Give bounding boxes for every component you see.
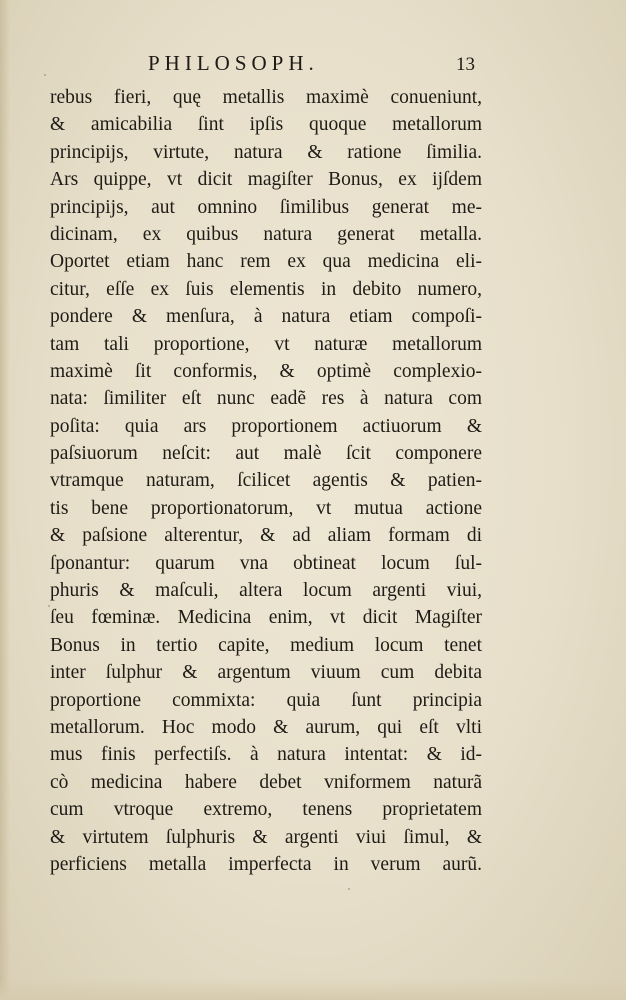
text-line: cum vtroque extremo, tenens proprietatem	[50, 799, 482, 821]
text-line: principijs, aut omnino ſimilibus generat me-	[50, 196, 482, 218]
text-line: vtramque naturam, ſcilicet agentis & patien-	[50, 470, 482, 492]
text-line: paſsiuorum neſcit: aut malè ſcit componere	[50, 443, 482, 465]
text-line: nata: ſimiliter eſt nunc eadẽ res à natura com	[50, 388, 482, 410]
text-line: dicinam, ex quibus natura generat metalla.	[50, 223, 482, 245]
text-line: inter ſulphur & argentum viuum cum debita	[50, 662, 482, 684]
text-line: poſita: quia ars proportionem actiuorum &	[50, 415, 482, 437]
text-line: ſeu fœminæ. Medicina enim, vt dicit Magiſter	[50, 607, 482, 629]
text-line: Bonus in tertio capite, medium locum tenet	[50, 634, 482, 656]
text-line: ſponantur: quarum vna obtineat locum ſul-	[50, 552, 482, 574]
page-bottom-shadow	[0, 978, 626, 1000]
text-line: proportione commixta: quia ſunt principia	[50, 689, 482, 711]
paper-speck	[48, 605, 50, 607]
text-line: perficiens metalla imperfecta in verum aurũ.	[50, 853, 482, 875]
text-line: metallorum. Hoc modo & aurum, qui eſt vlti	[50, 716, 482, 738]
text-line: principijs, virtute, natura & ratione ſimilia.	[50, 141, 482, 163]
text-line: citur, eſſe ex ſuis elementis in debito numero,	[50, 278, 482, 300]
text-line: Oportet etiam hanc rem ex qua medicina eli-	[50, 251, 482, 273]
paper-speck	[348, 888, 350, 890]
text-line: tam tali proportione, vt naturæ metallorum	[50, 333, 482, 355]
text-line: & paſsione alterentur, & ad aliam formam di	[50, 525, 482, 547]
paper-speck	[44, 74, 46, 76]
text-line: & amicabilia ſint ipſis quoque metallorum	[50, 114, 482, 136]
text-line: & virtutem ſulphuris & argenti viui ſimul, &	[50, 826, 482, 848]
text-line: cò medicina habere debet vniformem naturã	[50, 771, 482, 793]
body-text	[50, 84, 482, 878]
page-number: 13	[456, 54, 475, 75]
text-line: Ars quippe, vt dicit magiſter Bonus, ex ijſdem	[50, 169, 482, 191]
text-line: rebus fieri, quę metallis maximè conueniunt,	[50, 87, 482, 108]
text-line: pondere & menſura, à natura etiam compoſi-	[50, 306, 482, 328]
text-line: mus finis perfectiſs. à natura intentat: & id-	[50, 744, 482, 766]
text-line: maximè ſit conformis, & optimè complexio-	[50, 360, 482, 382]
text-line: tis bene proportionatorum, vt mutua actione	[50, 497, 482, 519]
page-edge-shadow	[0, 0, 10, 1000]
running-title: PHILOSOPH.	[148, 51, 319, 75]
text-line: phuris & maſculi, altera locum argenti viui,	[50, 580, 482, 602]
